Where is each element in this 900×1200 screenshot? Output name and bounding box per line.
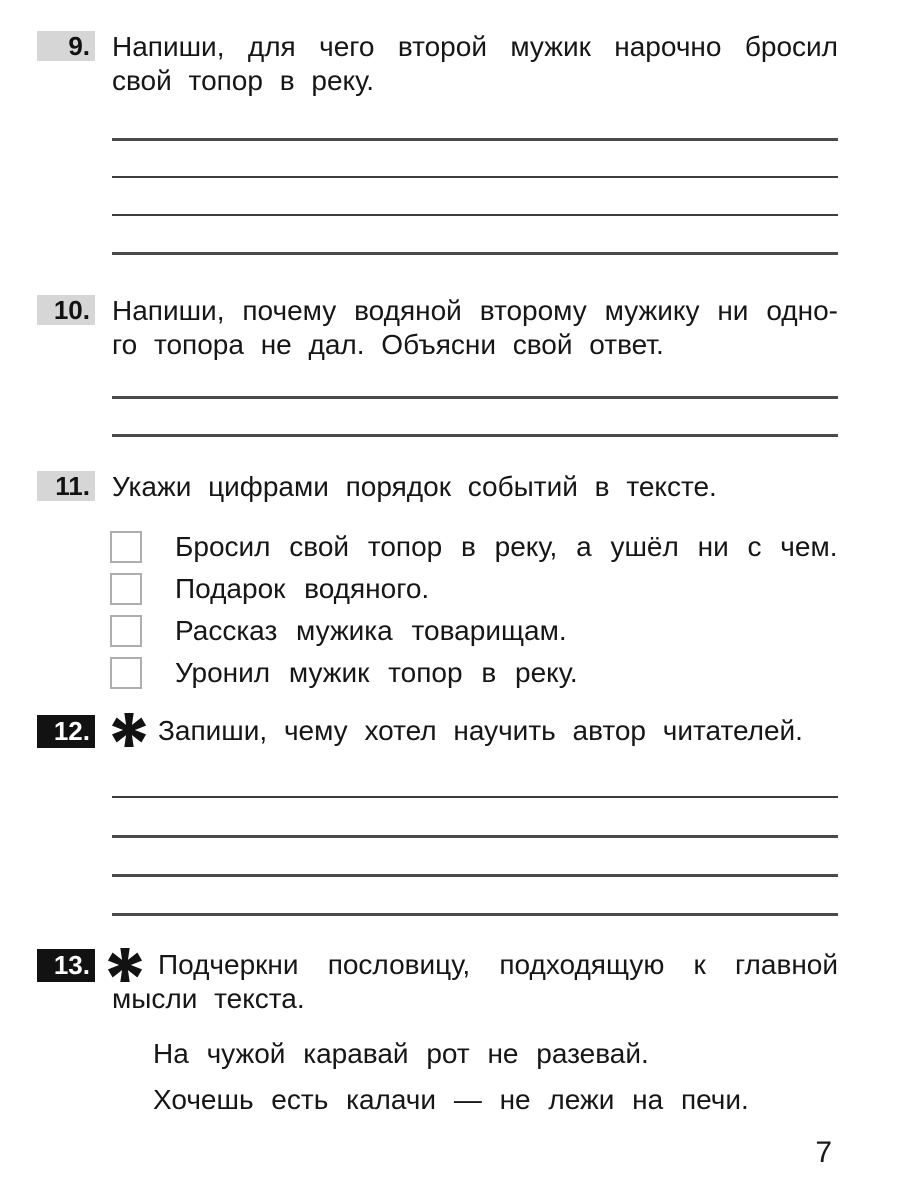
exercise-10-title [112,294,838,362]
sequence-item [110,573,837,605]
exercise-12-answer-area [112,796,838,952]
exercise-10-title-line-2: го топора не дал. Объясни свой ответ. [112,329,664,360]
exercise-9-title-line-1: Напиши, для чего второй мужик нарочно бросил [112,31,838,62]
sequence-item-label: Бросил свой топор в реку, а ушёл ни с чем. [175,531,838,562]
proverb-option[interactable]: Хочешь есть калачи — не лежи на печи. [153,1084,749,1115]
answer-line[interactable] [112,138,838,176]
order-checkbox[interactable] [110,615,142,647]
order-checkbox[interactable] [110,573,142,605]
exercise-10-title-line-1: Напиши, почему водяной второму мужику ни одно- [112,295,838,326]
answer-line[interactable] [112,176,838,214]
exercise-10 [0,294,900,362]
exercise-11 [0,470,900,504]
exercise-13-title-line-1: Подчеркни пословицу, подходящую к главной [158,949,838,980]
exercise-12-title-line-1: Запиши, чему хотел научить автор читателей. [158,715,803,746]
answer-line[interactable] [112,214,838,252]
sequence-item-label: Уронил мужик топор в реку. [175,657,578,688]
exercise-13-title [112,948,838,1016]
answer-line[interactable] [112,874,838,913]
exercise-9-title-line-2: свой топор в реку. [112,65,375,96]
answer-line[interactable] [112,434,838,472]
exercise-11-sequence-list [110,531,837,699]
page-number: 7 [815,1136,832,1169]
exercise-9-number-badge: 9. [37,31,95,61]
exercise-13-title-line-2: мысли текста. [112,983,305,1014]
exercise-13-proverb-options [153,1040,749,1132]
exercise-9-title [112,30,838,98]
exercise-12 [0,714,900,748]
star-icon [108,947,142,983]
exercise-11-title [112,470,838,504]
exercise-11-title-line-1: Укажи цифрами порядок событий в тексте. [112,471,717,502]
exercise-9 [0,30,900,98]
exercise-13-number-badge: 13. [37,949,95,982]
exercise-11-number-badge: 11. [37,471,95,501]
exercise-10-number-badge: 10. [37,295,95,325]
order-checkbox[interactable] [110,531,142,563]
exercise-9-answer-area [112,138,838,290]
proverb-option[interactable]: На чужой каравай рот не разевай. [153,1038,649,1069]
star-icon [112,712,146,748]
order-checkbox[interactable] [110,657,142,689]
answer-line[interactable] [112,796,838,835]
answer-line[interactable] [112,252,838,290]
sequence-item [110,531,837,563]
exercise-12-title [112,714,838,748]
sequence-item [110,615,837,647]
exercise-10-answer-area [112,396,838,472]
exercise-13 [0,948,900,1016]
answer-line[interactable] [112,835,838,874]
exercise-12-number-badge: 12. [37,715,95,748]
answer-line[interactable] [112,913,838,952]
sequence-item-label: Подарок водяного. [175,573,430,604]
sequence-item-label: Рассказ мужика товарищам. [175,615,567,646]
answer-line[interactable] [112,396,838,434]
sequence-item [110,657,837,689]
